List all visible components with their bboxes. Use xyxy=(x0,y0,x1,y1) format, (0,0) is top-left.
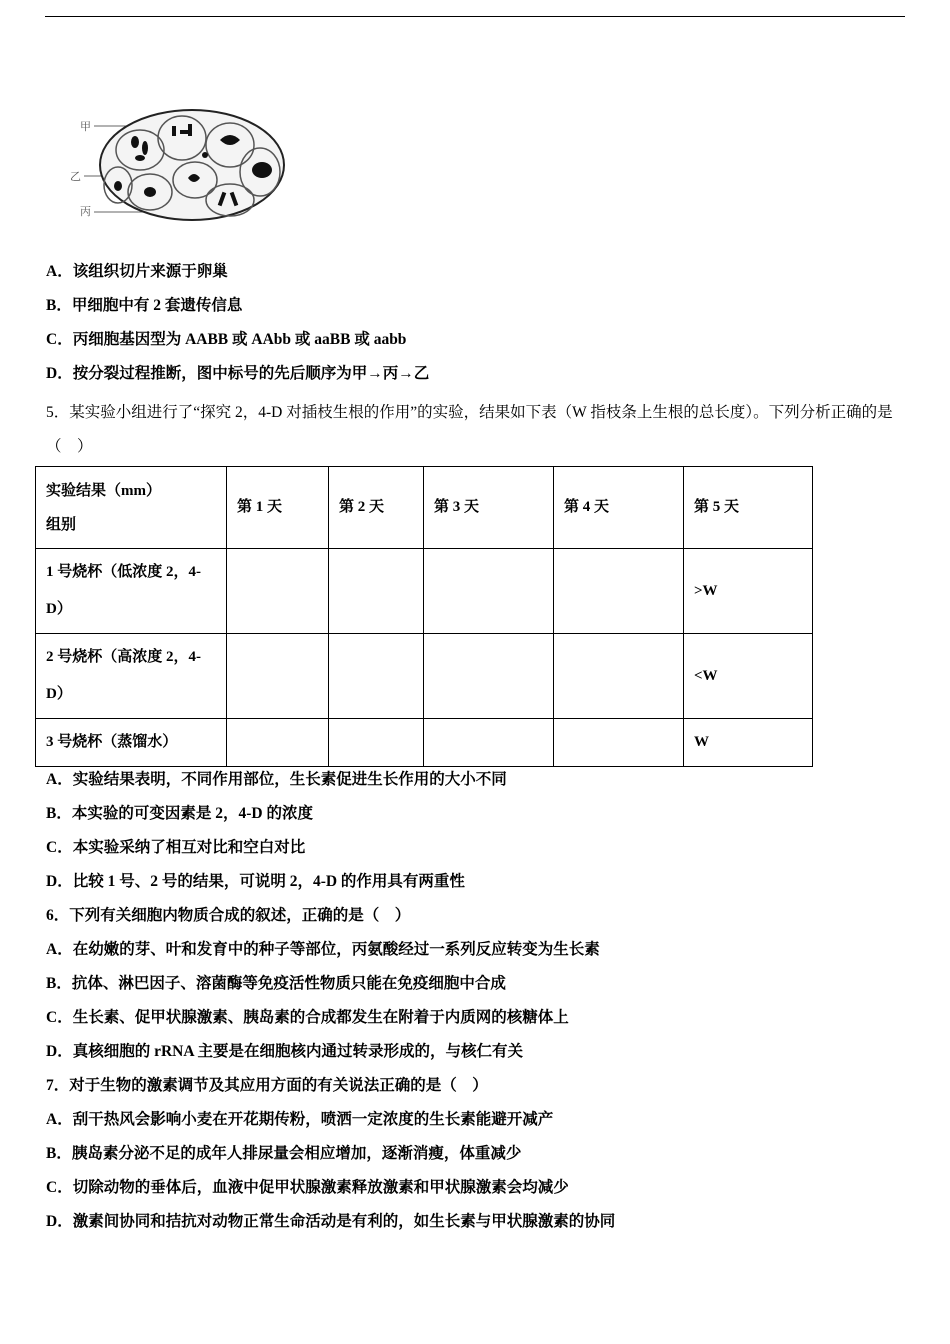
q7-option-c: C．切除动物的垂体后，血液中促甲状腺激素释放激素和甲状腺激素会均减少 xyxy=(46,1179,569,1196)
q5-option-c: C．本实验采纳了相互对比和空白对比 xyxy=(46,839,306,856)
table-row xyxy=(36,719,813,767)
label-bing: 丙 xyxy=(80,205,91,218)
day-header: 第 4 天 xyxy=(554,467,684,549)
day-header: 第 2 天 xyxy=(329,467,424,549)
q4-option-a: A．该组织切片来源于卵巢 xyxy=(46,263,228,280)
day5-value: >W xyxy=(684,549,813,634)
q7-option-a: A．刮干热风会影响小麦在开花期传粉，喷洒一定浓度的生长素能避开减产 xyxy=(46,1111,554,1128)
table-corner-cell xyxy=(36,467,227,549)
label-jia: 甲 xyxy=(80,120,91,133)
table-row xyxy=(36,549,813,634)
q6-option-b: B．抗体、淋巴因子、溶菌酶等免疫活性物质只能在免疫细胞中合成 xyxy=(46,975,506,992)
label-yi: 乙 xyxy=(70,170,81,183)
corner-top: 实验结果（mm） xyxy=(46,482,161,499)
q6-option-a: A．在幼嫩的芽、叶和发育中的种子等部位，丙氨酸经过一系列反应转变为生长素 xyxy=(46,941,600,958)
q7-stem: 7．对于生物的激素调节及其应用方面的有关说法正确的是（ ） xyxy=(46,1077,488,1094)
table-row xyxy=(36,634,813,719)
header-rule xyxy=(45,16,905,17)
day-header: 第 5 天 xyxy=(684,467,813,549)
corner-bottom: 组别 xyxy=(46,516,77,533)
q7-option-d: D．激素间协同和拮抗对动物正常生命活动是有利的，如生长素与甲状腺激素的协同 xyxy=(46,1213,616,1230)
q5-option-d: D．比较 1 号、2 号的结果，可说明 2，4-D 的作用具有两重性 xyxy=(46,873,465,890)
q6-option-d: D．真核细胞的 rRNA 主要是在细胞核内通过转录形成的，与核仁有关 xyxy=(46,1043,524,1060)
q6-stem: 6．下列有关细胞内物质合成的叙述，正确的是（ ） xyxy=(46,907,411,924)
results-table xyxy=(35,466,813,767)
day5-value: <W xyxy=(684,634,813,719)
table-header-row xyxy=(36,467,813,549)
group-cell: 3 号烧杯（蒸馏水） xyxy=(36,719,227,767)
q5-stem: 5．某实验小组进行了“探究 2，4-D 对插枝生根的作用”的实验，结果如下表（W 指枝条上生根的总长度）。下列分析正确的是（ ） xyxy=(46,404,893,455)
q5-option-a: A．实验结果表明，不同作用部位，生长素促进生长作用的大小不同 xyxy=(46,771,507,788)
day5-value: W xyxy=(684,719,813,767)
q4-option-b: B．甲细胞中有 2 套遗传信息 xyxy=(46,297,243,314)
group-cell: 1 号烧杯（低浓度 2，4-D） xyxy=(36,549,227,634)
q4-option-c: C．丙细胞基因型为 AABB 或 AAbb 或 aaBB 或 aabb xyxy=(46,331,407,348)
q7-option-b: B．胰岛素分泌不足的成年人排尿量会相应增加，逐渐消瘦，体重减少 xyxy=(46,1145,522,1162)
day-header: 第 3 天 xyxy=(424,467,554,549)
q4-option-d: D．按分裂过程推断，图中标号的先后顺序为甲→丙→乙 xyxy=(46,365,430,382)
q5-option-b: B．本实验的可变因素是 2，4-D 的浓度 xyxy=(46,805,313,822)
q6-option-c: C．生长素、促甲状腺激素、胰岛素的合成都发生在附着于内质网的核糖体上 xyxy=(46,1009,569,1026)
cell-division-figure xyxy=(70,100,300,230)
group-cell: 2 号烧杯（高浓度 2，4-D） xyxy=(36,634,227,719)
day-header: 第 1 天 xyxy=(227,467,329,549)
